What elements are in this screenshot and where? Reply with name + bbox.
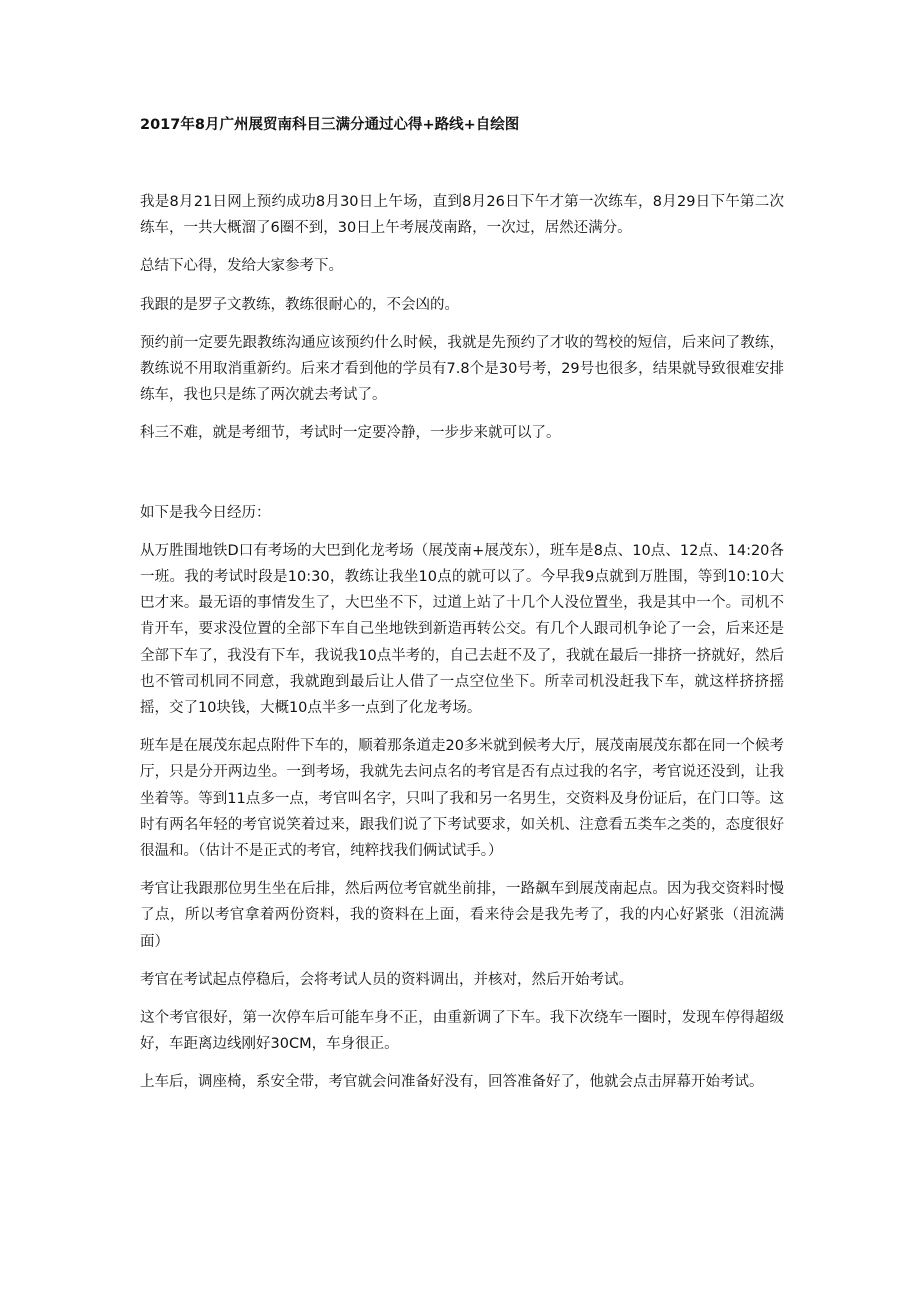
paragraph-boarding: 上车后，调座椅，系安全带，考官就会问准备好没有，回答准备好了，他就会点击屏幕开始考试。 [140, 1074, 764, 1091]
paragraph-parking: 这个考官很好，第一次停车后可能车身不正，由重新调了下车。我下次绕车一圈时，发现车停得超级好，车距离边线刚好30CM，车身很正。 [140, 1010, 784, 1053]
paragraph-coach: 我跟的是罗子文教练，教练很耐心的，不会凶的。 [140, 296, 459, 313]
document-title: 2017年8月广州展贸南科目三满分通过心得+路线+自绘图 [140, 117, 520, 133]
paragraph-booking: 我是8月21日网上预约成功8月30日上午场，直到8月26日下午才第一次练车，8月29日下午第二次练车，一共大概溜了6圈不到，30日上午考展茂南路，一次过，居然还满分。 [140, 194, 784, 237]
document-body [140, 112, 784, 1108]
paragraph-experience-intro: 如下是我今日经历： [140, 504, 271, 521]
paragraph-summary-intro: 总结下心得，发给大家参考下。 [140, 258, 343, 275]
paragraph-waiting-hall: 班车是在展茂东起点附件下车的，顺着那条道走20多米就到候考大厅，展茂南展茂东都在同一个候考厅，只是分开两边坐。一到考场，我就先去问点名的考官是否有点过我的名字，考官说还没到，让我坐着等。等到11点多一点，考官叫名字，只叫了我和另一名男生，交资料及身份证后，在门口等。这时有两名年轻的考官说笑着过来，跟我们说了下考试要求，如关机、注意看五类车之类的，态度很好很温和。（估计不是正式的考官，纯粹找我们俩试试手。） [140, 738, 784, 860]
paragraph-appointment-advice: 预约前一定要先跟教练沟通应该预约什么时候，我就是先预约了才收的驾校的短信，后来问了教练，教练说不用取消重新约。后来才看到他的学员有7.8个是30号考，29号也很多，结果就导致很难安排练车，我也只是练了两次就去考试了。 [140, 334, 784, 404]
paragraph-bus-trip: 从万胜围地铁D口有考场的大巴到化龙考场（展茂南+展茂东），班车是8点、10点、12点、14:20各一班。我的考试时段是10:30，教练让我坐10点的就可以了。今早我9点就到万胜围，等到10:10大巴才来。最无语的事情发生了，大巴坐不下，过道上站了十几个人没位置坐，我是其中一个。司机不肯开车，要求没位置的全部下车自己坐地铁到新造再转公交。有几个人跟司机争论了一会，后来还是全部下车了，我没有下车，我说我10点半考的，自己去赶不及了，我就在最后一排挤一挤就好，然后也不管司机同不同意，我就跑到最后让人借了一点空位坐下。所幸司机没赶我下车，就这样挤挤摇摇，交了10块钱，大概10点半多一点到了化龙考场。 [140, 542, 784, 717]
paragraph-exam-start: 考官在考试起点停稳后，会将考试人员的资料调出，并核对，然后开始考试。 [140, 971, 633, 988]
paragraph-ride-to-start: 考官让我跟那位男生坐在后排，然后两位考官就坐前排，一路飙车到展茂南起点。因为我交资料时慢了点，所以考官拿着两份资料，我的资料在上面，看来待会是我先考了，我的内心好紧张（泪流满面） [140, 881, 784, 950]
paragraph-exam-tip: 科三不难，就是考细节，考试时一定要冷静，一步步来就可以了。 [140, 425, 561, 442]
